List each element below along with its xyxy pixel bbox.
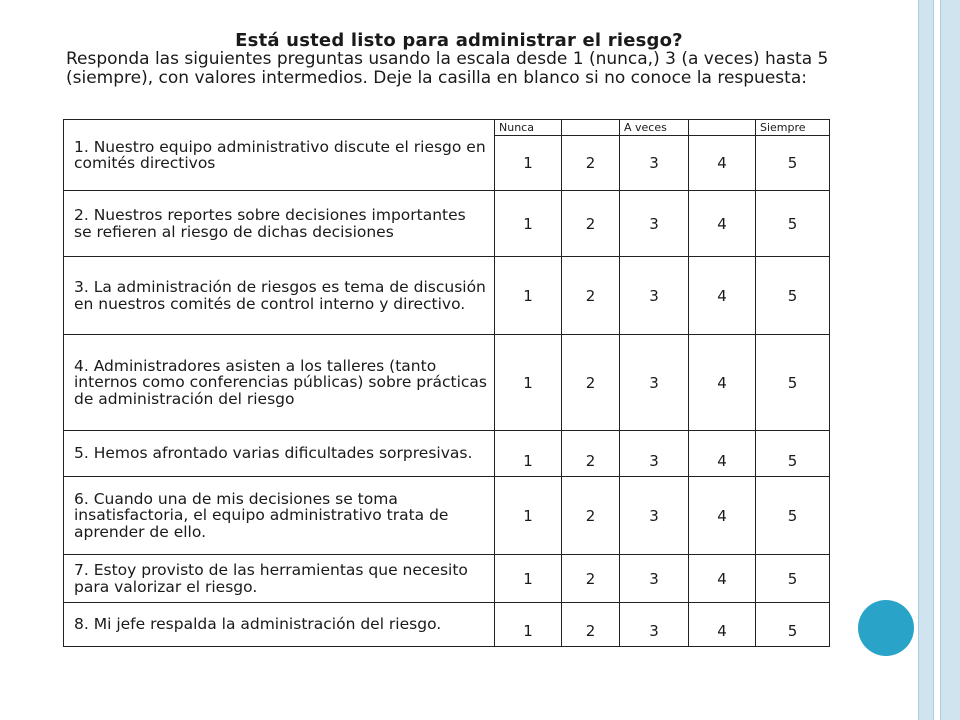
accent-circle [858, 600, 914, 656]
table-row [64, 431, 830, 477]
table-row [64, 555, 830, 603]
scale-cell: 4 [689, 603, 756, 647]
scale-cell: 4 [689, 191, 756, 257]
scale-cell: 5 [756, 477, 830, 555]
question-text: 1. Nuestro equipo administrativo discute el riesgo en comités directivos [64, 120, 495, 191]
scale-cell: 2 [562, 431, 620, 477]
question-text: 2. Nuestros reportes sobre decisiones importantes se refieren al riesgo de dichas decisiones [64, 191, 495, 257]
scale-cell: 3 [620, 555, 689, 603]
scale-cell: 3 [620, 136, 689, 191]
table-row [64, 120, 830, 136]
slide-title: Está usted listo para administrar el riesgo? [235, 30, 683, 51]
question-text: 3. La administración de riesgos es tema de discusión en nuestros comités de control interno y directivo. [64, 257, 495, 335]
scale-cell: 2 [562, 136, 620, 191]
scale-cell: 3 [620, 191, 689, 257]
question-text: 5. Hemos afrontado varias dificultades sorpresivas. [64, 431, 495, 477]
scale-cell: 1 [495, 257, 562, 335]
scale-cell: 3 [620, 477, 689, 555]
scale-cell: 2 [562, 335, 620, 431]
question-text: 6. Cuando una de mis decisiones se toma insatisfactoria, el equipo administrativo trata de aprender de ello. [64, 477, 495, 555]
scale-cell: 3 [620, 335, 689, 431]
scale-cell: 4 [689, 555, 756, 603]
scale-cell: 5 [756, 257, 830, 335]
scale-header: Nunca [495, 120, 562, 136]
scale-cell: 5 [756, 555, 830, 603]
table-row [64, 257, 830, 335]
scale-header: Siempre [756, 120, 830, 136]
table-row [64, 603, 830, 647]
scale-header [689, 120, 756, 136]
scale-cell: 2 [562, 603, 620, 647]
question-text: 4. Administradores asisten a los talleres (tanto internos como conferencias públicas) sobre prácticas de administración del riesgo [64, 335, 495, 431]
scale-cell: 1 [495, 603, 562, 647]
table-row [64, 191, 830, 257]
scale-cell: 5 [756, 191, 830, 257]
scale-cell: 5 [756, 136, 830, 191]
scale-cell: 5 [756, 335, 830, 431]
scale-cell: 1 [495, 555, 562, 603]
scale-cell: 2 [562, 191, 620, 257]
question-text: 7. Estoy provisto de las herramientas que necesito para valorizar el riesgo. [64, 555, 495, 603]
border-stripe-left [918, 0, 934, 720]
scale-cell: 4 [689, 335, 756, 431]
table-row [64, 477, 830, 555]
scale-cell: 2 [562, 257, 620, 335]
scale-cell: 2 [562, 477, 620, 555]
scale-cell: 1 [495, 136, 562, 191]
scale-cell: 1 [495, 431, 562, 477]
scale-cell: 3 [620, 603, 689, 647]
table-row [64, 335, 830, 431]
scale-cell: 2 [562, 555, 620, 603]
scale-cell: 5 [756, 603, 830, 647]
border-stripe-right [940, 0, 960, 720]
scale-cell: 4 [689, 257, 756, 335]
questionnaire-table [63, 119, 830, 647]
instructions-text: Responda las siguientes preguntas usando la escala desde 1 (nunca,) 3 (a veces) hasta 5 (siempre), con valores intermedios. Deje la casilla en blanco si no conoce la respuesta: [66, 49, 829, 88]
scale-cell: 3 [620, 257, 689, 335]
scale-cell: 1 [495, 191, 562, 257]
scale-header [562, 120, 620, 136]
scale-cell: 1 [495, 477, 562, 555]
scale-cell: 1 [495, 335, 562, 431]
scale-cell: 4 [689, 431, 756, 477]
scale-cell: 3 [620, 431, 689, 477]
scale-cell: 5 [756, 431, 830, 477]
scale-cell: 4 [689, 136, 756, 191]
scale-cell: 4 [689, 477, 756, 555]
question-text: 8. Mi jefe respalda la administración del riesgo. [64, 603, 495, 647]
scale-header: A veces [620, 120, 689, 136]
